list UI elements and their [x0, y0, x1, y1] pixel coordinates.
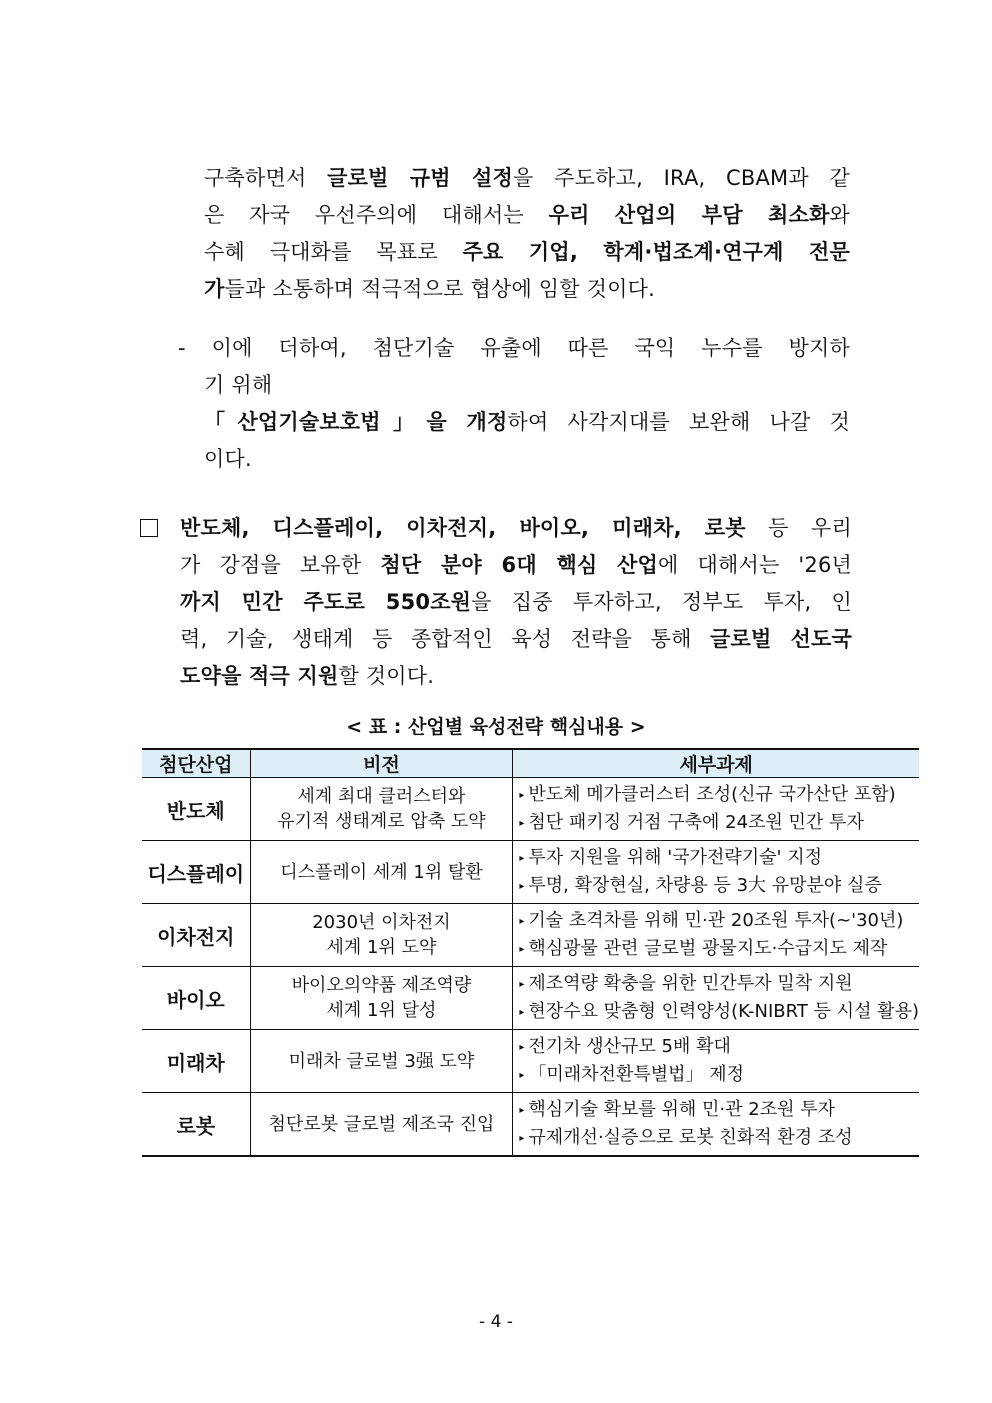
- page-number: - 4 -: [479, 1312, 513, 1332]
- tasks-cell: [513, 841, 919, 904]
- vision-line: 세계 최대 클러스터와: [297, 786, 466, 807]
- task-item: ▸ 현장수요 맞춤형 인력양성(K-NIBRT 등 시설 활용): [519, 1001, 919, 1022]
- tasks-cell: [513, 1093, 919, 1157]
- bullet-icon: ▸: [519, 1133, 525, 1144]
- bullet-icon: ▸: [519, 853, 525, 864]
- tasks-cell: [513, 904, 919, 967]
- table-row: [142, 967, 919, 1030]
- bullet-icon: ▸: [519, 1105, 525, 1116]
- table-header-row: [142, 749, 919, 778]
- industry-cell: 바이오: [142, 967, 250, 1030]
- task-item: ▸ 제조역량 확충을 위한 민간투자 밀착 지원: [519, 973, 853, 994]
- task-item: ▸ 규제개선·실증으로 로봇 친화적 환경 조성: [519, 1127, 853, 1148]
- vision-cell: [250, 904, 513, 967]
- header-vision: 비전: [250, 749, 513, 778]
- table-row: [142, 1093, 919, 1157]
- task-item: ▸ 핵심광물 관련 글로벌 광물지도·수급지도 제작: [519, 938, 888, 959]
- tasks-cell: [513, 967, 919, 1030]
- header-industry: 첨단산업: [142, 749, 250, 778]
- task-item: ▸ 투명, 확장현실, 차량용 등 3大 유망분야 실증: [519, 875, 882, 896]
- bullet-icon: ▸: [519, 1042, 525, 1053]
- vision-cell: [250, 1030, 513, 1093]
- bullet-icon: ▸: [519, 790, 525, 801]
- task-item: ▸ 기술 초격차를 위해 민·관 20조원 투자(~'30년): [519, 910, 904, 931]
- vision-line: 유기적 생태계로 압축 도약: [277, 811, 486, 832]
- vision-line: 디스플레이 세계 1위 탈환: [280, 861, 483, 883]
- bullet-icon: ▸: [519, 944, 525, 955]
- task-item: ▸ 핵심기술 확보를 위해 민·관 2조원 투자: [519, 1099, 835, 1120]
- table-row: [142, 841, 919, 904]
- industry-strategy-table: [142, 748, 919, 1157]
- table-caption: < 표 : 산업별 육성전략 핵심내용 >: [346, 716, 646, 738]
- vision-cell: [250, 1093, 513, 1157]
- vision-cell: [250, 967, 513, 1030]
- industry-cell: 미래차: [142, 1030, 250, 1093]
- vision-cell: [250, 841, 513, 904]
- industry-cell: 반도체: [142, 778, 250, 841]
- task-item: ▸ 투자 지원을 위해 '국가전략기술' 지정: [519, 847, 822, 868]
- table-row: [142, 778, 919, 841]
- task-item: ▸ 반도체 메가클러스터 조성(신규 국가산단 포함): [519, 784, 896, 805]
- vision-line: 세계 1위 도약: [326, 937, 437, 958]
- tasks-cell: [513, 778, 919, 841]
- table-row: [142, 1030, 919, 1093]
- bullet-icon: ▸: [519, 979, 525, 990]
- industry-cell: 로봇: [142, 1093, 250, 1157]
- vision-cell: [250, 778, 513, 841]
- paragraph-tech-protection: - 이에 더하여, 첨단기술 유출에 따른 국익 누수를 방지하 기 위해 「산업기술보호법」을 개정하여 사각지대를 보완해 나갈 것 이다.: [178, 336, 850, 471]
- bullet-icon: ▸: [519, 1070, 525, 1081]
- bullet-icon: ▸: [519, 916, 525, 927]
- bullet-icon: ▸: [519, 818, 525, 829]
- vision-line: 미래차 글로벌 3强 도약: [288, 1050, 475, 1072]
- industry-cell: 이차전지: [142, 904, 250, 967]
- vision-line: 2030년 이차전지: [312, 912, 451, 933]
- task-item: ▸ 「미래차전환특별법」 제정: [519, 1064, 744, 1085]
- header-tasks: 세부과제: [513, 749, 919, 778]
- vision-line: 바이오의약품 제조역량: [291, 975, 472, 996]
- bullet-icon: ▸: [519, 1007, 525, 1018]
- vision-line: 세계 1위 달성: [326, 1000, 437, 1021]
- industry-cell: 디스플레이: [142, 841, 250, 904]
- checkbox-bullet-icon: [140, 519, 158, 537]
- paragraph-global-norms: 구축하면서 글로벌 규범 설정을 주도하고, IRA, CBAM과 같 은 자국 우선주의에 대해서는 우리 산업의 부담 최소화와 수혜 극대화를 목표로 주요 기업, 학계·법조계·연구계 전문 가들과 소통하며 적극적으로 협상에 임할 것이다.: [204, 166, 850, 301]
- tasks-cell: [513, 1030, 919, 1093]
- task-item: ▸ 첨단 패키징 거점 구축에 24조원 민간 투자: [519, 812, 864, 833]
- task-item: ▸ 전기차 생산규모 5배 확대: [519, 1036, 731, 1057]
- bullet-icon: ▸: [519, 881, 525, 892]
- paragraph-six-industries: 반도체, 디스플레이, 이차전지, 바이오, 미래차, 로봇 등 우리 가 강점을 보유한 첨단 분야 6대 핵심 산업에 대해서는 '26년 까지 민간 주도로 550조원을 집중 투자하고, 정부도 투자, 인 력, 기술, 생태계 등 종합적인 육성 전략을 통해 글로벌 선도국 도약을 적극 지원할 것이다.: [140, 510, 852, 695]
- vision-line: 첨단로봇 글로벌 제조국 진입: [268, 1113, 495, 1135]
- table-row: [142, 904, 919, 967]
